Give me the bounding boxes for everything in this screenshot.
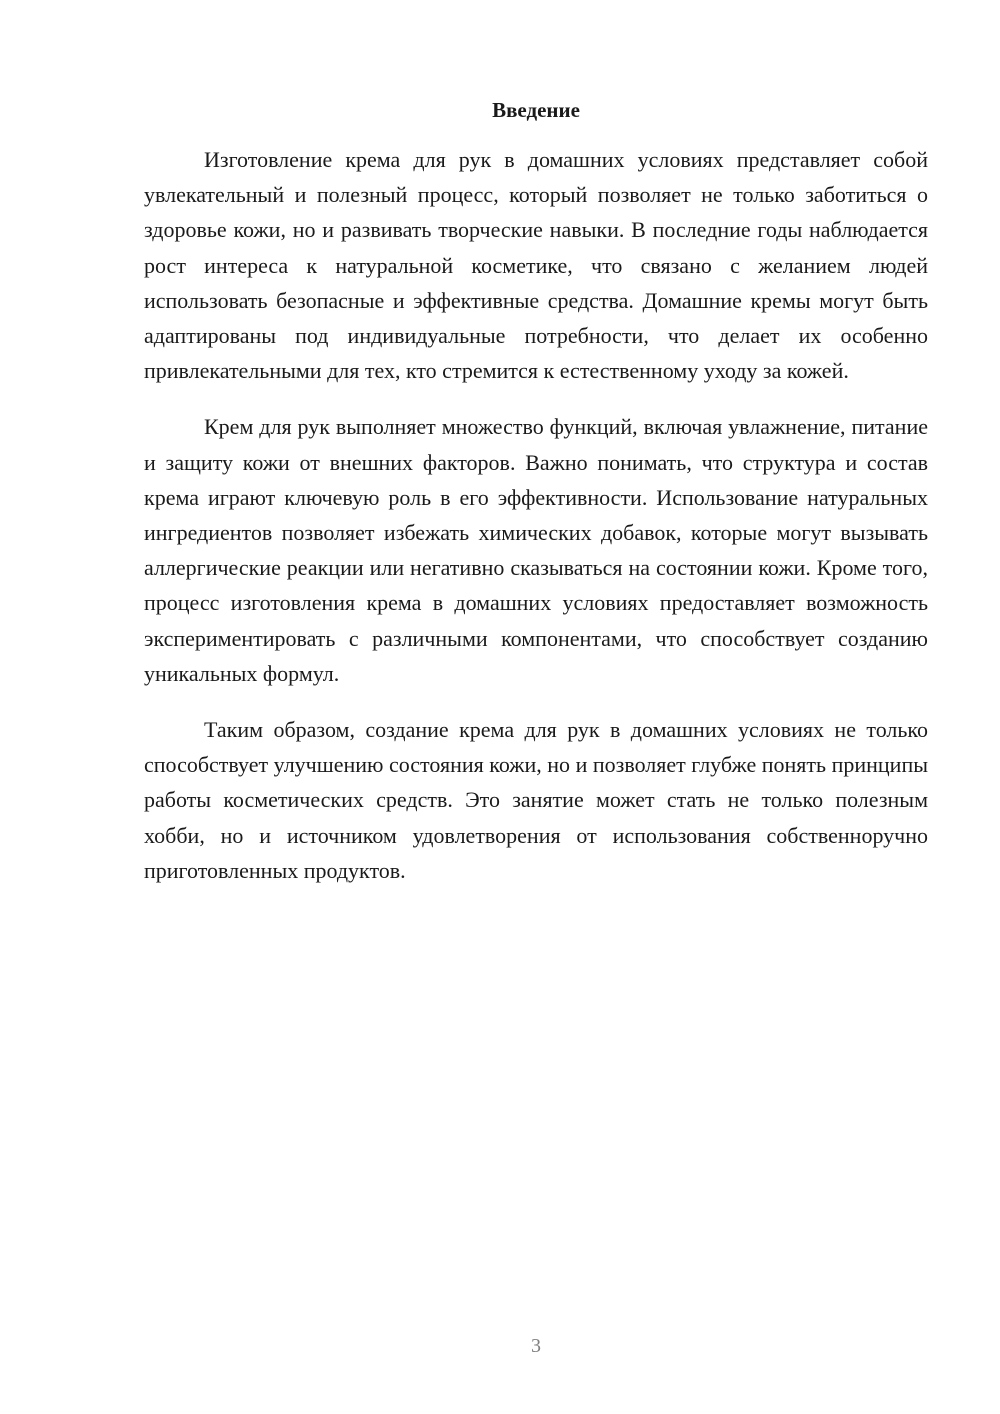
page-number: 3 (531, 1335, 541, 1357)
paragraph-1: Изготовление крема для рук в домашних условиях представляет собой увлекательный и полезный процесс, который позволяет не только заботиться о здоровье кожи, но и развивать творческие навыки. В последние годы наблюдается рост интереса к натуральной косметике, что связано с желанием людей использовать безопасные и эффективные средства. Домашние кремы могут быть адаптированы под индивидуальные потребности, что делает их особенно привлекательными для тех, кто стремится к естественному уходу за кожей. (144, 147, 928, 384)
paragraph-2: Крем для рук выполняет множество функций, включая увлажнение, питание и защиту кожи от внешних факторов. Важно понимать, что структура и состав крема играют ключевую роль в его эффективности. Использование натуральных ингредиентов позволяет избежать химических добавок, которые могут вызывать аллергические реакции или негативно сказываться на состоянии кожи. Кроме того, процесс изготовления крема в домашних условиях предоставляет возможность экспериментировать с различными компонентами, что способствует созданию уникальных формул. (144, 414, 928, 686)
section-heading: Введение (492, 98, 580, 122)
body-text (144, 142, 928, 909)
paragraph-3: Таким образом, создание крема для рук в домашних условиях не только способствует улучшению состояния кожи, но и позволяет глубже понять принципы работы косметических средств. Это занятие может стать не только полезным хобби, но и источником удовлетворения от использования собственноручно приготовленных продуктов. (144, 717, 928, 883)
